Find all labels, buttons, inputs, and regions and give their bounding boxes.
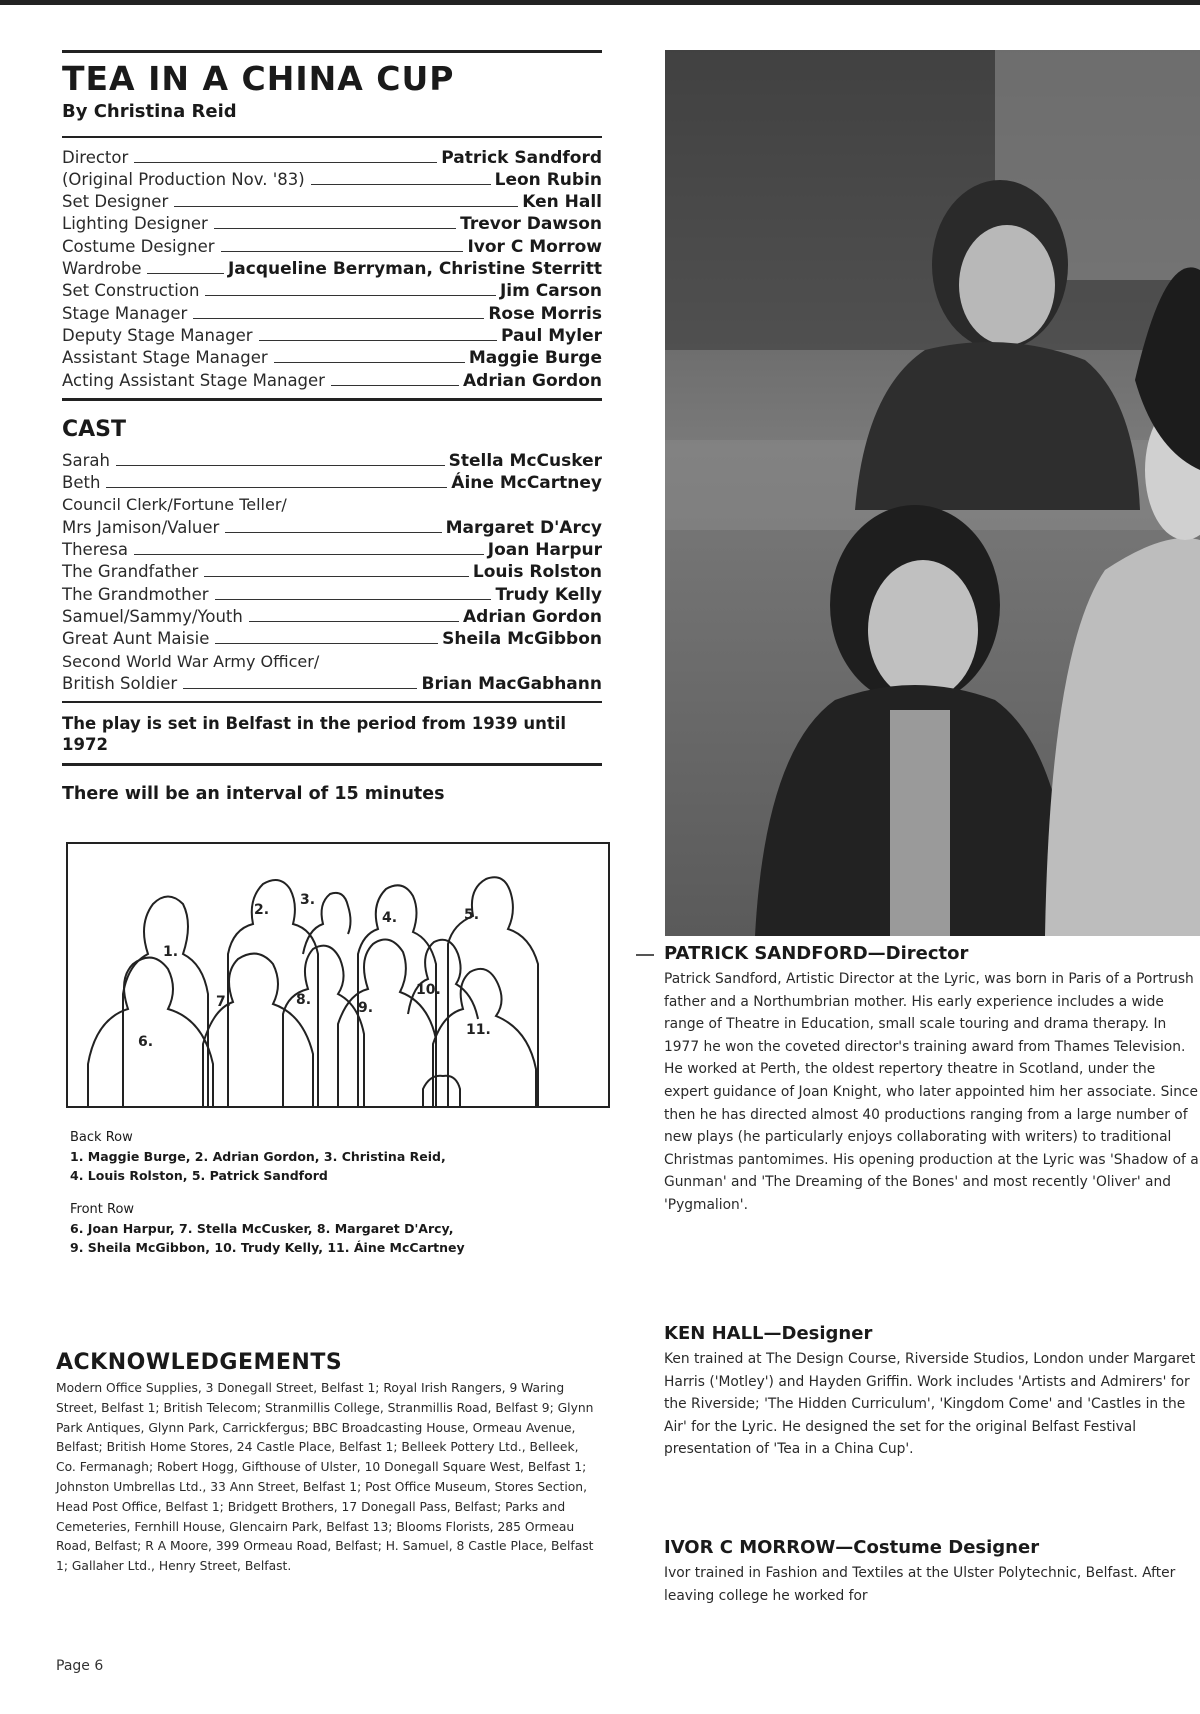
credit-row [62, 146, 602, 168]
bio-patrick-sandford [664, 943, 1200, 1217]
diagram-label-7: 7. [216, 994, 232, 1010]
credit-role: Set Designer [62, 192, 169, 212]
credit-role: (Original Production Nov. '83) [62, 169, 305, 189]
credits-column [62, 50, 602, 818]
credit-row [62, 258, 602, 280]
diagram-label-3: 3. [300, 892, 316, 908]
credit-role: Sarah [62, 450, 110, 470]
page-number: Page 6 [56, 1658, 104, 1674]
leader-line [215, 599, 492, 600]
cast-heading: CAST [62, 416, 127, 442]
credit-role: Mrs Jamison/Valuer [62, 517, 220, 537]
leader-line [106, 487, 447, 488]
front-row-names-1: 6. Joan Harpur, 7. Stella McCusker, 8. Margaret D'Arcy, [70, 1221, 454, 1236]
leader-line [183, 688, 417, 689]
credit-role: Costume Designer [62, 236, 215, 256]
leader-line [174, 206, 518, 207]
credit-name: Brian MacGabhann [421, 673, 602, 694]
credit-row [62, 472, 602, 494]
diagram-label-9: 9. [358, 1000, 374, 1016]
credit-row [62, 650, 602, 672]
silhouette-drawing [68, 844, 608, 1106]
diagram-label-11: 11. [466, 1022, 491, 1038]
silhouette-6 [88, 958, 213, 1106]
credit-row [62, 606, 602, 628]
photo-illustration [665, 50, 1200, 936]
credit-role: Deputy Stage Manager [62, 325, 253, 345]
credit-name: Jacqueline Berryman, Christine Sterritt [227, 259, 602, 280]
silhouette-child [423, 1076, 460, 1106]
back-row-names-1: 1. Maggie Burge, 2. Adrian Gordon, 3. Christina Reid, [70, 1149, 446, 1164]
credit-role: Stage Manager [62, 303, 188, 323]
photo-key-diagram [66, 842, 610, 1108]
credit-row [62, 369, 602, 391]
credit-name: Rose Morris [488, 303, 602, 324]
cast-rule-bottom [62, 701, 602, 703]
credit-row [62, 213, 602, 235]
credit-name: Adrian Gordon [463, 370, 602, 391]
credit-row [62, 539, 602, 561]
credit-role: Acting Assistant Stage Manager [62, 370, 325, 390]
acknowledgements-section [56, 1350, 596, 1577]
credit-name: Margaret D'Arcy [445, 517, 602, 538]
diagram-label-2: 2. [254, 902, 270, 918]
credits-rule-bottom [62, 398, 602, 401]
credit-role: Beth [62, 473, 101, 493]
leader-line [134, 162, 437, 163]
credit-row [62, 169, 602, 191]
top-border [0, 0, 1200, 5]
silhouette-7 [203, 954, 313, 1106]
play-setting: The play is set in Belfast in the period from 1939 until 1972 [62, 713, 567, 754]
leader-line [331, 385, 459, 386]
credit-role: British Soldier [62, 673, 178, 693]
play-byline: By Christina Reid [62, 101, 237, 123]
front-row-names-2: 9. Sheila McGibbon, 10. Trudy Kelly, 11. Áine McCartney [70, 1240, 465, 1255]
credit-name: Maggie Burge [468, 348, 602, 369]
bio-body: Ivor trained in Fashion and Textiles at the Ulster Polytechnic, Belfast. After leaving college he worked for [664, 1565, 1176, 1604]
credit-row [62, 628, 602, 650]
diagram-label-4: 4. [382, 910, 398, 926]
credit-role: The Grandmother [62, 584, 209, 604]
acknowledgements-body: Modern Office Supplies, 3 Donegall Street, Belfast 1; Royal Irish Rangers, 9 Waring Street, Belfast 1; British Telecom; Stranmillis College, Stranmillis Road, Belfast 9; Glynn Park Antiques, Glynn Park, Carrickfergus; BBC Broadcasting House, Ormeau Avenue, Belfast; British Home Stores, 24 Castle Place, Belfast 1; Belleek Pottery Ltd., Belleek, Co. Fermanagh; Robert Hogg, Gifthouse of Ulster, 10 Donegall Square West, Belfast 1; Johnston Umbrellas Ltd., 33 Ann Street, Belfast 1; Post Office Museum, Stores Section, Head Post Office, Belfast 1; Bridgett Brothers, 17 Donegall Pass, Belfast; Parks and Cemeteries, Fernhill House, Glencairn Park, Belfast 13; Blooms Florists, 285 Ormeau Road, Belfast; R A Moore, 399 Ormeau Road, Belfast; H. Samuel, 8 Castle Place, Belfast 1; Gallaher Ltd., Henry Street, Belfast. [56, 1381, 594, 1574]
diagram-label-8: 8. [296, 992, 312, 1008]
credit-row [62, 516, 602, 538]
leader-line [225, 532, 441, 533]
front-row-caption [70, 1200, 590, 1257]
acknowledgements-heading: ACKNOWLEDGEMENTS [56, 1350, 343, 1375]
credit-role: Second World War Army Officer/ [62, 651, 320, 671]
credit-name: Trudy Kelly [495, 584, 602, 605]
production-credits [62, 146, 602, 391]
back-row-label: Back Row [70, 1130, 133, 1145]
credit-name: Sheila McGibbon [442, 629, 602, 650]
leader-line [221, 251, 464, 252]
silhouette-10 [408, 940, 478, 1019]
diagram-label-5: 5. [464, 907, 480, 923]
credit-role: Assistant Stage Manager [62, 348, 268, 368]
cast-list [62, 450, 602, 695]
credit-row [62, 347, 602, 369]
credit-name: Leon Rubin [494, 169, 602, 190]
leader-line [215, 643, 438, 644]
diagram-label-1: 1. [163, 944, 179, 960]
bio-body: Ken trained at The Design Course, Riverside Studios, London under Margaret Harris ('Motley') and Hayden Griffin. Work includes 'Artists and Admirers' for the Riverside; 'The Hidden Curriculum', 'Kingdom Come' and 'Castles in the Air' for the Lyric. He designed the set for the original Belfast Festival presentation of 'Tea in a China Cup'. [664, 1351, 1196, 1458]
credit-name: Louis Rolston [472, 562, 602, 583]
caption-dash [636, 954, 654, 956]
leader-line [204, 576, 469, 577]
credit-name: Ivor C Morrow [467, 236, 602, 257]
credit-name: Trevor Dawson [460, 214, 602, 235]
credit-name: Paul Myler [500, 325, 602, 346]
credit-row [62, 561, 602, 583]
credit-role: Wardrobe [62, 259, 142, 279]
credit-role: Lighting Designer [62, 214, 208, 234]
credit-row [62, 191, 602, 213]
credit-name: Adrian Gordon [463, 606, 602, 627]
credit-role: Theresa [62, 540, 128, 560]
credit-row [62, 450, 602, 472]
diagram-label-10: 10. [416, 982, 441, 998]
credit-row [62, 673, 602, 695]
bio-heading: KEN HALL—Designer [664, 1323, 873, 1344]
credit-row [62, 325, 602, 347]
leader-line [274, 362, 465, 363]
front-row-label: Front Row [70, 1202, 135, 1217]
leader-line [249, 621, 459, 622]
credit-row [62, 235, 602, 257]
interval-notice: There will be an interval of 15 minutes [62, 783, 445, 804]
back-row-caption [70, 1128, 590, 1185]
credit-name: Joan Harpur [487, 540, 602, 561]
credit-name: Áine McCartney [451, 473, 602, 494]
bio-body: Patrick Sandford, Artistic Director at the Lyric, was born in Paris of a Portrush father and a Northumbrian mother. His early experience includes a wide range of Theatre in Education, small scale touring and drama therapy. In 1977 he won the coveted director's training award from Thames Television. He worked at Perth, the oldest repertory theatre in Scotland, under the expert guidance of Joan Knight, who later appointed him her associate. Since then he has directed almost 40 productions ranging from a large number of new plays (he particularly enjoys collaborating with writers) to traditional Christmas pantomimes. His opening production at the Lyric was 'Shadow of a Gunman' and 'The Dreaming of the Bones' and most recently 'Oliver' and 'Pygmalion'. [664, 971, 1199, 1213]
silhouette-9 [338, 940, 436, 1107]
cast-photograph [665, 50, 1200, 936]
title-rule [62, 50, 602, 53]
credit-role: Great Aunt Maisie [62, 629, 210, 649]
credit-role: Set Construction [62, 281, 200, 301]
credit-row [62, 583, 602, 605]
credit-role: The Grandfather [62, 562, 199, 582]
credit-row [62, 280, 602, 302]
credit-row [62, 302, 602, 324]
leader-line [134, 554, 484, 555]
bio-ivor-morrow [664, 1537, 1200, 1607]
diagram-label-6: 6. [138, 1034, 154, 1050]
back-row-names-2: 4. Louis Rolston, 5. Patrick Sandford [70, 1168, 328, 1183]
leader-line [311, 184, 491, 185]
credit-name: Ken Hall [522, 192, 602, 213]
leader-line [259, 340, 497, 341]
leader-line [116, 465, 445, 466]
credit-name: Jim Carson [499, 281, 602, 302]
leader-line [205, 295, 496, 296]
leader-line [214, 228, 456, 229]
credit-role: Council Clerk/Fortune Teller/ [62, 495, 287, 515]
credit-role: Director [62, 147, 129, 167]
leader-line [193, 318, 484, 319]
play-title: TEA IN A CHINA CUP [62, 59, 455, 98]
credit-name: Patrick Sandford [441, 147, 602, 168]
diagram-number-labels [138, 892, 491, 1050]
silhouette-8 [283, 946, 364, 1106]
credits-rule-top [62, 136, 602, 138]
credit-row [62, 494, 602, 516]
credit-name: Stella McCusker [448, 450, 602, 471]
bio-heading: PATRICK SANDFORD—Director [664, 943, 969, 964]
leader-line [147, 273, 223, 274]
silhouette-1 [123, 897, 208, 1107]
bio-heading: IVOR C MORROW—Costume Designer [664, 1537, 1040, 1558]
setting-rule [62, 763, 602, 766]
bio-ken-hall [664, 1323, 1200, 1461]
credit-role: Samuel/Sammy/Youth [62, 606, 243, 626]
